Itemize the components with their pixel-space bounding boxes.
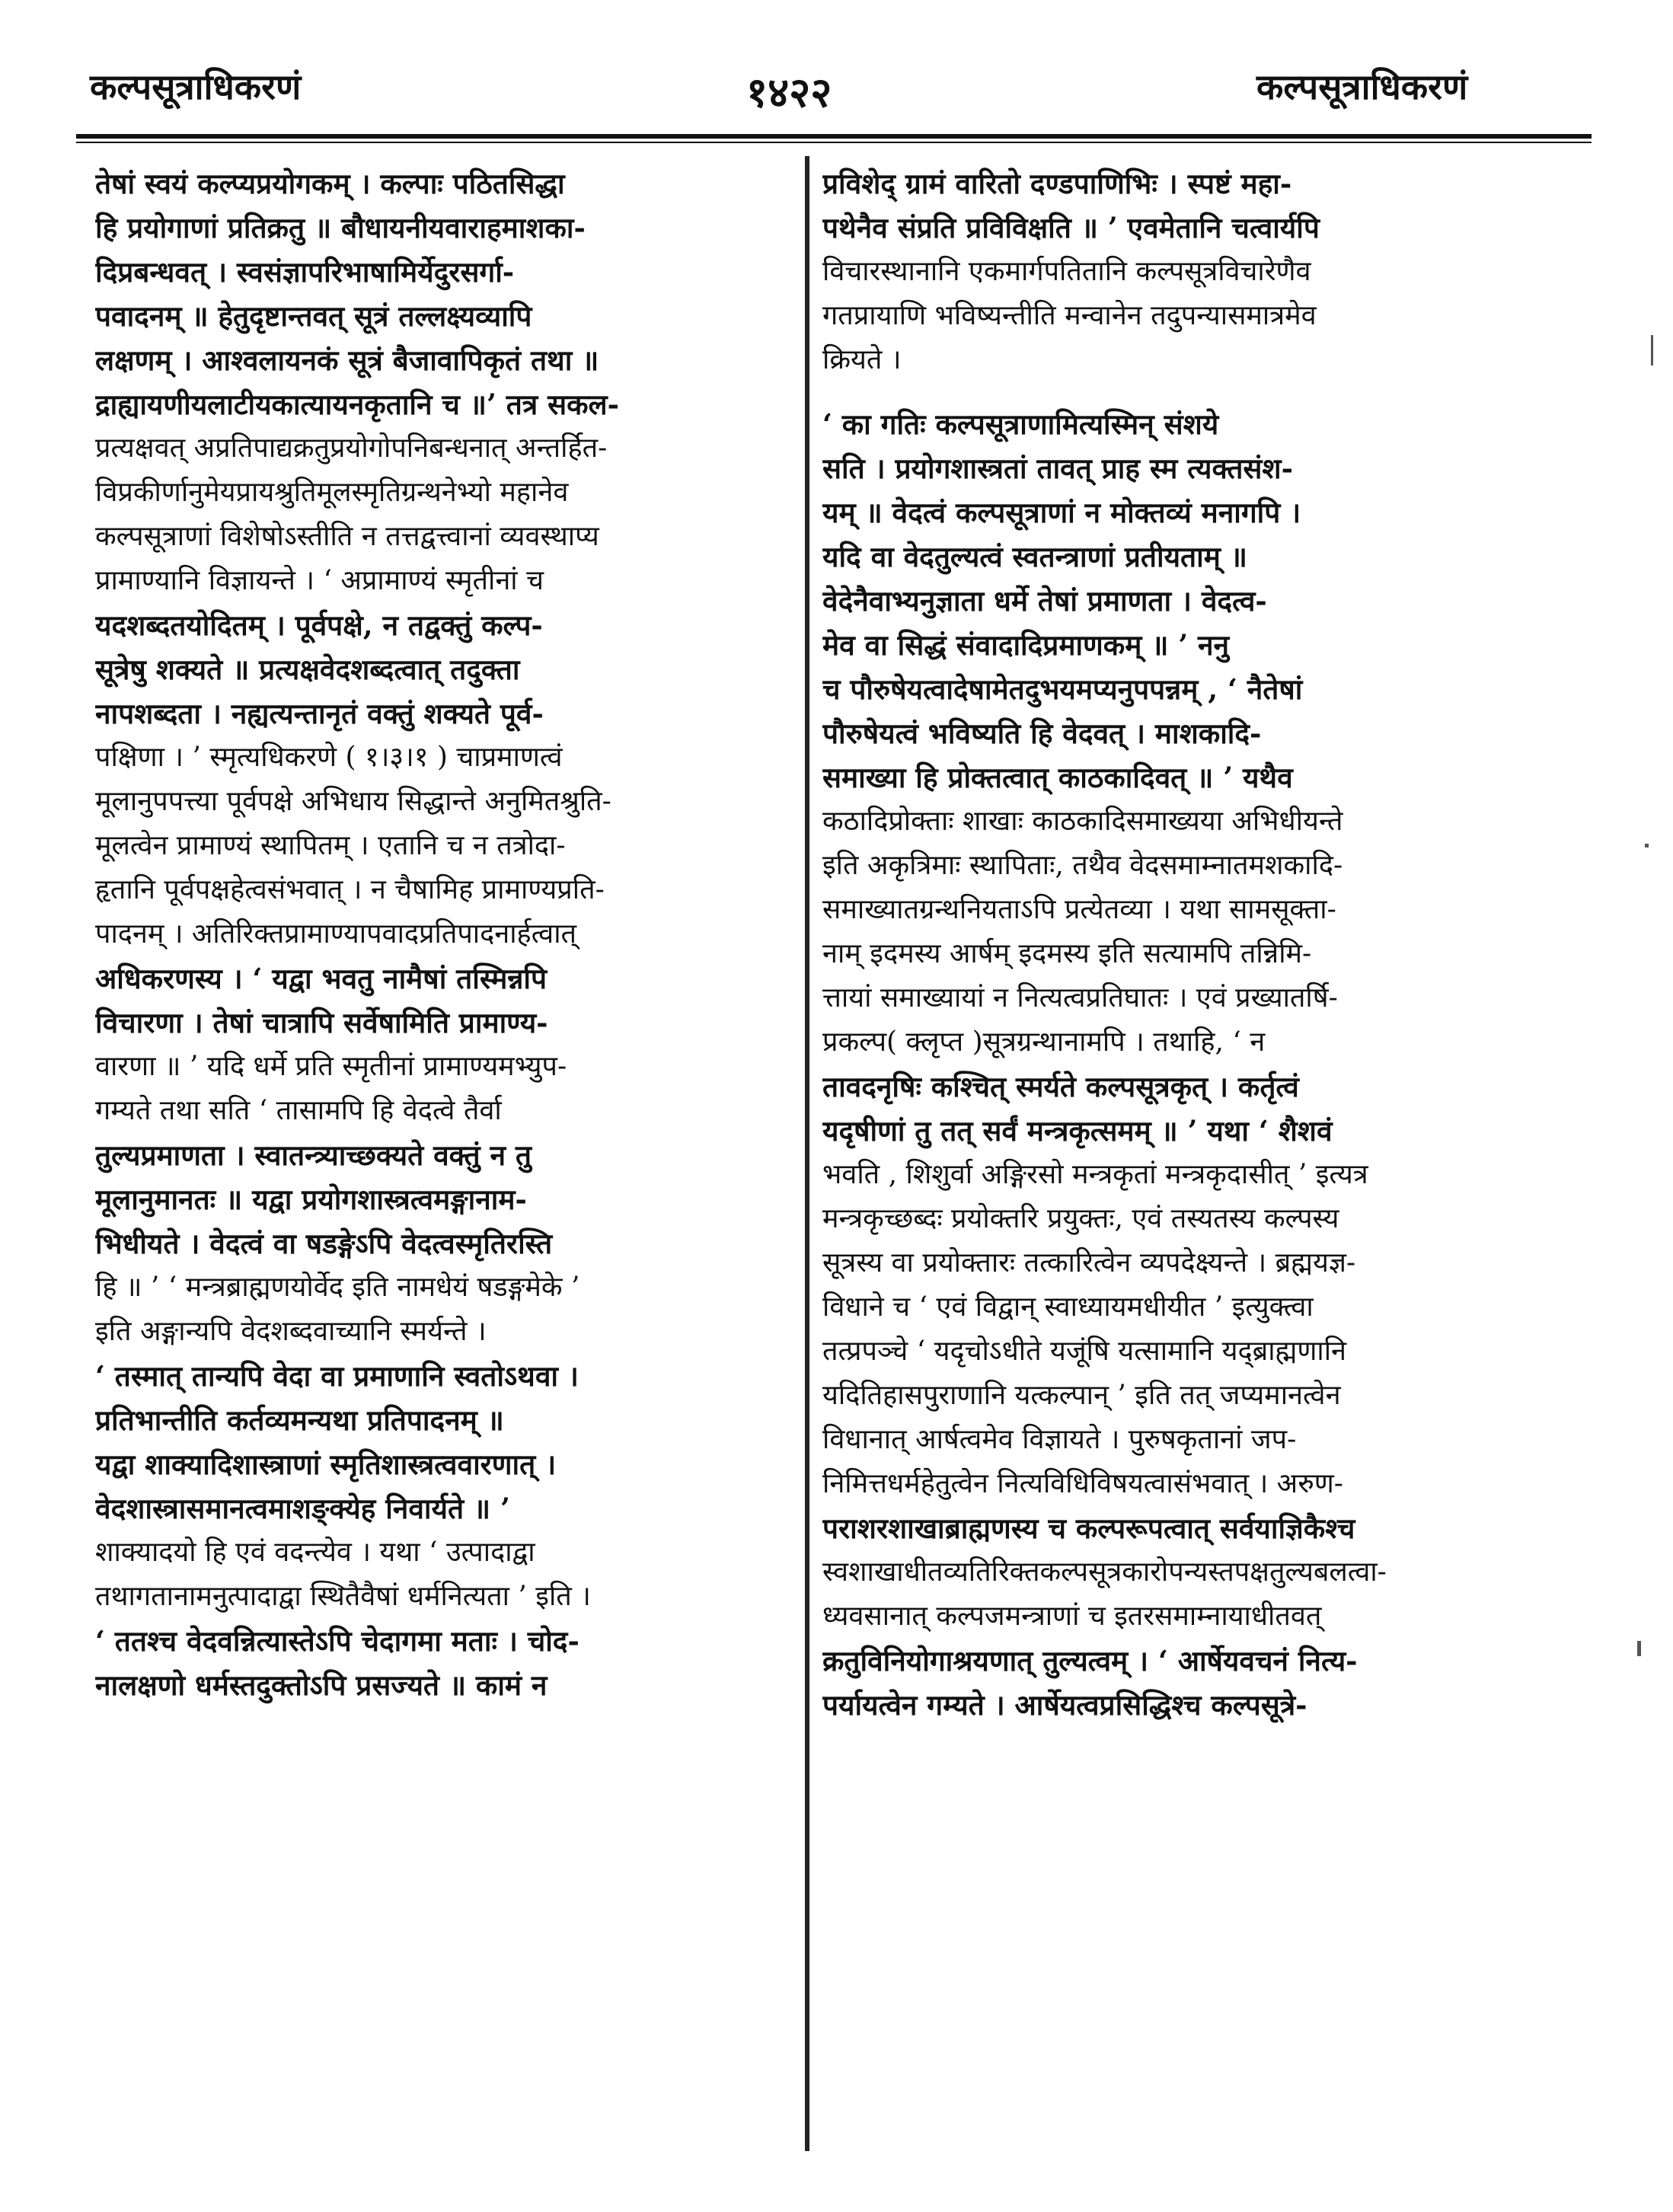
text-line: पराशरशाखाब्राह्मणस्य च कल्परूपत्वात् सर्वयाज्ञिकैश्च [822,1511,1355,1545]
text-line: पौरुषेयत्वं भविष्यति हि वेदवत् । माशकादि- [822,717,1262,750]
text-line: प्रतिभान्तीति कर्तव्यमन्यथा प्रतिपादनम् ॥ [95,1403,504,1437]
text-line: ध्यवसानात् कल्पजमन्त्राणां च इतरसमाम्नायाधीतवत् [822,1601,1322,1632]
text-line: विधाने च ‘ एवं विद्वान् स्वाध्यायमधीयीत ’ इत्युक्त्वा [822,1291,1314,1323]
text-line: विचारणा । तेषां चात्रापि सर्वेषामिति प्रामाण्य- [95,1006,548,1039]
text-line: दिप्रबन्धवत् । स्वसंज्ञापरिभाषामिर्येदुरसर्गा- [95,255,515,289]
text-line: प्रकल्प( क्लृप्त )सूत्रग्रन्थानामपि । तथाहि, ‘ न [822,1026,1266,1058]
text-line: यदितिहासपुराणानि यत्कल्पान् ’ इति तत् जप्यमानत्वेन [822,1380,1341,1411]
scan-mark [1651,335,1653,365]
text-line: स्वशाखाधीतव्यतिरिक्तकल्पसूत्रकारोपन्यस्तपक्षतुल्यबलत्वा- [822,1556,1387,1588]
text-line: नाम् इदमस्य आर्षम् इदमस्य इति सत्यामपि तन्निमि- [822,938,1312,969]
text-line: ‘ तस्मात् तान्यपि वेदा वा प्रमाणानि स्वतोऽथवा । [95,1359,579,1393]
text-line: पादनम् । अतिरिक्तप्रामाण्यापवादप्रतिपादनार्हत्वात् [95,918,577,950]
text-line: भवति , शिशुर्वा अङ्गिरसो मन्त्रकृतां मन्त्रकृदासीत् ’ इत्यत्र [822,1159,1368,1190]
text-line: द्राह्यायणीयलाटीयकात्यायनकृतानि च ॥’ तत्र सकल- [95,388,619,421]
text-line: मन्त्रकृच्छब्दः प्रयोक्तरि प्रयुक्तः, एवं तस्यतस्य कल्पस्य [822,1203,1339,1234]
text-line: ‘ का गतिः कल्पसूत्राणामित्यस्मिन् संशये [822,407,1219,441]
text-line: मूलानुपपत्त्या पूर्वपक्षे अभिधाय सिद्धान्ते अनुमितश्रुति- [95,786,611,817]
text-line: मूलानुमानतः ॥ यद्वा प्रयोगशास्त्रत्वमङ्गानाम- [95,1183,527,1216]
text-line: तत्प्रपञ्चे ‘ यदृचोऽधीते यजूंषि यत्सामानि यद्ब्राह्मणानि [822,1336,1347,1367]
text-line: क्रियते । [822,344,902,375]
text-line: विधानात् आर्षत्वमेव विज्ञायते । पुरुषकृतानां जप- [822,1424,1297,1455]
header-rule [76,134,1592,143]
text-line: लक्षणम् । आश्वलायनकं सूत्रं बैजावापिकृतं तथा ॥ [95,343,599,377]
text-line: कल्पसूत्राणां विशेषोऽस्तीति न तत्तद्वत्त्वानां व्यवस्थाप्य [95,521,599,552]
text-line: यदशब्दतयोदितम् । पूर्वपक्षे, न तद्वक्तुं कल्प- [95,608,543,642]
text-line: सति । प्रयोगशास्त्रतां तावत् प्राह स्म त्यक्तसंश- [822,452,1293,485]
text-line: तावदनृषिः कश्चित् स्मर्यते कल्पसूत्रकृत् । कर्तृत्वं [822,1070,1299,1103]
text-line: शाक्यादयो हि एवं वदन्त्येव । यथा ‘ उत्पादाद्वा [95,1537,535,1568]
text-line: इति अङ्गान्यपि वेदशब्दवाच्यानि स्मर्यन्ते । [95,1316,487,1347]
text-line: विप्रकीर्णानुमेयप्रायश्रुतिमूलस्मृतिग्रन्थनेभ्यो महानेव [95,477,569,508]
page-number: १४२२ [746,69,832,117]
scan-mark [1637,1641,1641,1656]
left-column [95,161,781,1707]
text-line: प्रत्यक्षवत् अप्रतिपाद्यक्रतुप्रयोगोपनिबन्धनात् अन्तर्हित- [95,433,608,464]
text-line: त्तायां समाख्यायां न नित्यत्वप्रतिघातः । एवं प्रख्यातर्षि- [822,982,1338,1013]
text-line: सूत्रस्य वा प्रयोक्तारः तत्कारित्वेन व्यपदेक्ष्यन्ते । ब्रह्मयज्ञ- [822,1247,1356,1278]
text-line: ‘ ततश्च वेदवन्नित्यास्तेऽपि चेदागमा मताः । चोद- [95,1624,579,1658]
text-line: यद्वा शाक्यादिशास्त्राणां स्मृतिशास्त्रत्ववारणात् । [95,1448,557,1481]
text-line: वेदेनैवाभ्यनुज्ञाता धर्मे तेषां प्रमाणता । वेदत्व- [822,584,1267,618]
text-line: पक्षिणा । ’ स्मृत्यधिकरणे ( १।३।१ ) चाप्रमाणत्वं [95,742,563,773]
text-line: इति अकृत्रिमाः स्थापिताः, तथैव वेदसमाम्नातमशकादि- [822,850,1343,881]
text-line: तथागतानामनुत्पादाद्वा स्थितैवैषां धर्मनित्यता ’ इति । [95,1581,591,1612]
text-line: पवादनम् ॥ हेतुदृष्टान्तवत् सूत्रं तल्लक्ष्यव्यापि [95,299,532,333]
text-line: हृतानि पूर्वपक्षहेत्वसंभवात् । न चैषामिह प्रामाण्यप्रति- [95,874,605,905]
text-line: च पौरुषेयत्वादेषामेतदुभयमप्यनुपपन्नम् , ‘ नैतेषां [822,672,1303,706]
text-line: समाख्या हि प्रोक्तत्वात् काठकादिवत् ॥ ’ यथैव [822,761,1293,794]
running-header-left: कल्पसूत्राधिकरणं [90,66,302,107]
text-line: भिधीयते । वेदत्वं वा षडङ्गेऽपि वेदत्वस्मृतिरस्ति [95,1227,553,1260]
column-divider [805,156,809,2151]
text-line: प्रामाण्यानि विज्ञायन्ते । ‘ अप्रामाण्यं स्मृतीनां च [95,565,544,596]
text-line: गम्यते तथा सति ‘ तासामपि हि वेदत्वे तैर्वा [95,1095,502,1126]
text-line: यम् ॥ वेदत्वं कल्पसूत्राणां न मोक्तव्यं मनागपि । [822,496,1301,529]
text-line: गतप्रायाणि भविष्यन्तीति मन्वानेन तदुपन्यासमात्रमेव [822,300,1317,331]
text-line: क्रतुविनियोगाश्रयणात् तुल्यत्वम् । ‘ आर्षेयवचनं नित्य- [822,1644,1358,1677]
text-line: हि प्रयोगाणां प्रतिक्रतु ॥ बौधायनीयवाराहमाशका- [95,211,586,244]
text-line: वेदशास्त्रासमानत्वमाशङ्क्येह निवार्यते ॥ ’ [95,1492,510,1525]
text-line: अधिकरणस्य । ‘ यद्वा भवतु नामैषां तस्मिन्नपि [95,962,548,995]
text-line: विचारस्थानानि एकमार्गपतितानि कल्पसूत्रविचारेणैव [822,256,1311,287]
text-line: सूत्रेषु शक्यते ॥ प्रत्यक्षवेदशब्दत्वात् तदुक्ता [95,653,520,686]
text-line: यदि वा वेदतुल्यत्वं स्वतन्त्राणां प्रतीयताम् ॥ [822,540,1247,573]
text-line: पर्यायत्वेन गम्यते । आर्षेयत्वप्रसिद्धिश्च कल्पसूत्रे- [822,1688,1307,1722]
text-line: हि ॥ ’ ‘ मन्त्रब्राह्मणयोर्वेद इति नामधेयं षडङ्गमेके ’ [95,1272,580,1303]
text-line: प्रविशेद् ग्रामं वारितो दण्डपाणिभिः । स्पष्टं महा- [822,167,1292,200]
text-line: तुल्यप्रमाणता । स्वातन्त्र्याच्छक्यते वक्तुं न तु [95,1138,532,1172]
text-line: नालक्षणो धर्मस्तदुक्तोऽपि प्रसज्यते ॥ कामं न [95,1668,548,1702]
text-line: मूलत्वेन प्रामाण्यं स्थापितम् । एतानि च न तत्रोदा- [95,830,566,861]
scan-mark [1645,844,1649,847]
text-line: यदृषीणां तु तत् सर्वं मन्त्रकृत्समम् ॥ ’ यथा ‘ शैशवं [822,1114,1333,1147]
right-column [822,161,1508,1727]
text-line: मेव वा सिद्धं संवादादिप्रमाणकम् ॥ ’ ननु [822,628,1230,662]
text-line: नापशब्दता । नह्यत्यन्तानृतं वक्तुं शक्यते पूर्व- [95,697,544,730]
text-line: समाख्यातग्रन्थनियताऽपि प्रत्येतव्या । यथा सामसूक्ता- [822,894,1336,925]
text-line: कठादिप्रोक्ताः शाखाः काठकादिसमाख्यया अभिधीयन्ते [822,806,1343,837]
text-line: तेषां स्वयं कल्प्यप्रयोगकम् । कल्पाः पठितसिद्धा [95,167,565,200]
running-header-right: कल्पसूत्राधिकरणं [1256,66,1468,107]
text-line: निमित्तधर्महेतुत्वेन नित्यविधिविषयत्वासंभवात् । अरुण- [822,1468,1343,1499]
text-line: वारणा ॥ ’ यदि धर्मे प्रति स्मृतीनां प्रामाण्यमभ्युप- [95,1051,567,1082]
text-line: पथेनैव संप्रति प्रविविक्षति ॥ ’ एवमेतानि चत्वार्यपि [822,211,1320,244]
